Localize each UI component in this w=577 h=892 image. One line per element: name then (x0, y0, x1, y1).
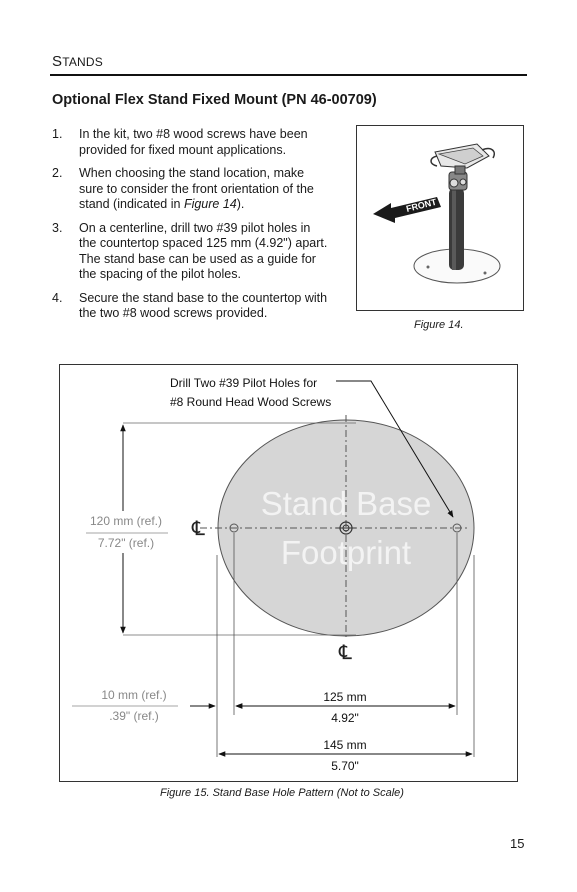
centerline-symbol-bottom: ℄ (339, 642, 352, 664)
figure-15-caption: Figure 15. Stand Base Hole Pattern (Not to Scale) (160, 787, 404, 799)
list-item: 1. In the kit, two #8 wood screws have been provided for fixed mount applications. (52, 127, 308, 157)
offset-dimension-in: .39" (ref.) (109, 709, 159, 723)
section-heading: Optional Flex Stand Fixed Mount (PN 46-00709) (52, 92, 377, 108)
figure-15-diagram (59, 364, 518, 782)
height-dimension-mm: 120 mm (ref.) (89, 514, 163, 528)
centerline-symbol-left: ℄ (192, 518, 205, 540)
front-arrow-label: FRONT (405, 196, 438, 214)
callout-line1: Drill Two #39 Pilot Holes for (170, 376, 318, 390)
height-dimension-in: 7.72" (ref.) (97, 536, 155, 550)
hole-spacing-mm: 125 mm (323, 690, 367, 704)
base-width-in: 5.70" (331, 759, 359, 773)
footprint-label-line1: Stand Base (260, 485, 432, 522)
list-item: 2. When choosing the stand location, make sure to consider the front orientation of the stand (indicated in Figure 14). (52, 166, 314, 211)
stand-illustration (357, 126, 523, 310)
section-title: STANDS (52, 53, 103, 70)
figure-14-caption: Figure 14. (414, 319, 464, 331)
page-number: 15 (510, 836, 525, 851)
callout-line2: #8 Round Head Wood Screws (170, 395, 332, 409)
list-item: 3. On a centerline, drill two #39 pilot holes in the countertop spaced 125 mm (4.92") apart. The stand base can be used as a guide for the spacing of the pilot holes. (52, 220, 328, 281)
hole-spacing-in: 4.92" (331, 711, 359, 725)
figure-14-illustration (356, 125, 524, 311)
hole-pattern-diagram (60, 365, 517, 781)
header-rule (50, 74, 527, 76)
footprint-label-line2: Footprint (280, 534, 412, 571)
instruction-list (52, 127, 347, 330)
offset-dimension-mm: 10 mm (ref.) (101, 688, 167, 702)
list-item: 4. Secure the stand base to the countertop with the two #8 wood screws provided. (52, 290, 328, 320)
base-width-mm: 145 mm (323, 738, 367, 752)
